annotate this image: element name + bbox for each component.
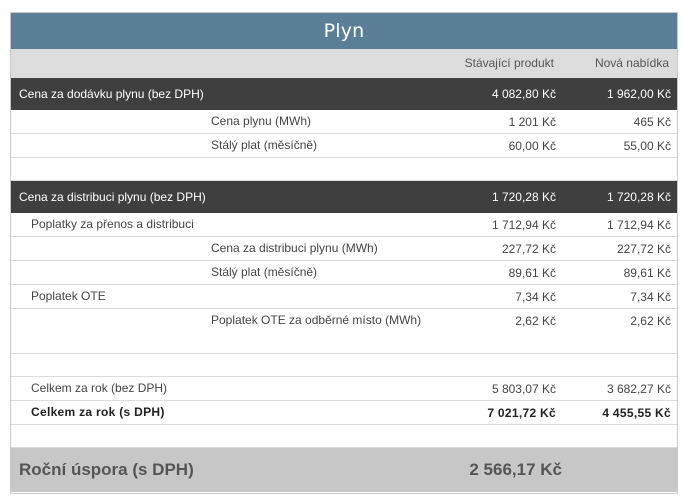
row-label: Stálý plat (měsíčně)	[11, 261, 451, 285]
row-current: 227,72 Kč	[451, 237, 562, 261]
price-comparison-table	[11, 49, 677, 492]
column-header-new: Nová nabídka	[562, 49, 677, 78]
distribution-section-row	[11, 181, 677, 214]
total-net-current: 5 803,07 Kč	[451, 377, 562, 401]
table-row	[11, 309, 677, 354]
row-label: Cena za distribuci plynu (MWh)	[11, 237, 451, 261]
total-net-new: 3 682,27 Kč	[562, 377, 677, 401]
row-new: 227,72 Kč	[562, 237, 677, 261]
spacer-row	[11, 425, 677, 448]
table-row	[11, 237, 677, 261]
row-current: 60,00 Kč	[451, 134, 562, 158]
row-current: 1 201 Kč	[451, 110, 562, 134]
table-row	[11, 110, 677, 134]
row-label: Cena plynu (MWh)	[11, 110, 451, 134]
row-label: Poplatek OTE za odběrné místo (MWh)	[11, 309, 451, 354]
spacer-row	[11, 354, 677, 377]
distribution-current: 1 720,28 Kč	[451, 181, 562, 214]
row-new: 2,62 Kč	[562, 309, 677, 354]
distribution-label: Cena za distribuci plynu (bez DPH)	[11, 181, 451, 214]
supply-section-row	[11, 78, 677, 110]
column-header-current: Stávající produkt	[451, 49, 562, 78]
row-new: 89,61 Kč	[562, 261, 677, 285]
row-current: 7,34 Kč	[451, 285, 562, 309]
spacer-row	[11, 158, 677, 181]
table-row	[11, 134, 677, 158]
gas-price-comparison-panel	[10, 12, 678, 494]
row-current: 2,62 Kč	[451, 309, 562, 354]
total-gross-current: 7 021,72 Kč	[451, 401, 562, 425]
total-gross-row	[11, 401, 677, 425]
row-new: 7,34 Kč	[562, 285, 677, 309]
table-row	[11, 285, 677, 309]
total-gross-label: Celkem za rok (s DPH)	[11, 401, 451, 425]
total-gross-new: 4 455,55 Kč	[562, 401, 677, 425]
header-empty-cell	[11, 49, 451, 78]
savings-empty-cell	[562, 448, 677, 493]
distribution-new: 1 720,28 Kč	[562, 181, 677, 214]
row-label: Poplatek OTE	[11, 285, 451, 309]
total-net-label: Celkem za rok (bez DPH)	[11, 377, 451, 401]
annual-savings-row	[11, 448, 677, 493]
savings-label: Roční úspora (s DPH)	[11, 448, 451, 493]
row-new: 55,00 Kč	[562, 134, 677, 158]
row-new: 465 Kč	[562, 110, 677, 134]
table-row	[11, 261, 677, 285]
supply-new: 1 962,00 Kč	[562, 78, 677, 110]
supply-current: 4 082,80 Kč	[451, 78, 562, 110]
supply-label: Cena za dodávku plynu (bez DPH)	[11, 78, 451, 110]
column-header-row	[11, 49, 677, 78]
row-label: Stálý plat (měsíčně)	[11, 134, 451, 158]
panel-title: Plyn	[11, 13, 677, 49]
savings-value: 2 566,17 Kč	[451, 448, 562, 493]
row-label: Poplatky za přenos a distribuci	[11, 213, 451, 237]
table-row	[11, 213, 677, 237]
row-current: 89,61 Kč	[451, 261, 562, 285]
row-current: 1 712,94 Kč	[451, 213, 562, 237]
row-new: 1 712,94 Kč	[562, 213, 677, 237]
total-net-row	[11, 377, 677, 401]
